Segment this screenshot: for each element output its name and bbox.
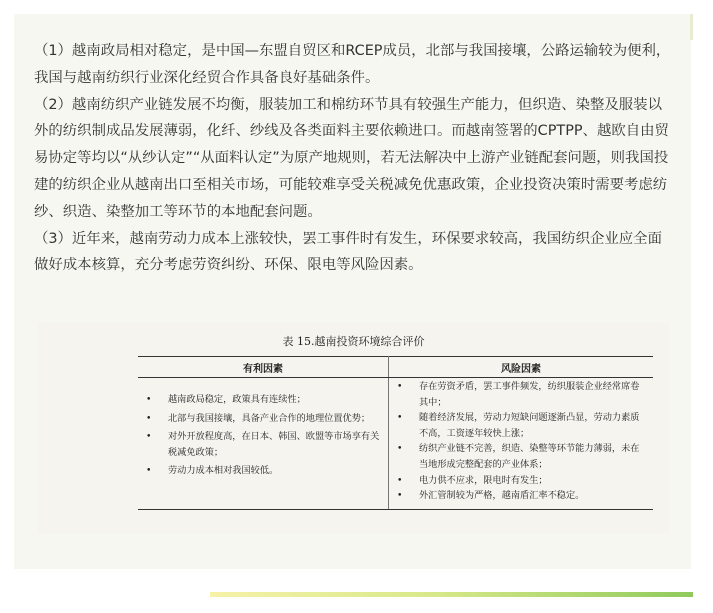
bullet-icon: • (397, 474, 403, 486)
risk-header: 风险因素 (389, 357, 654, 378)
bottom-gradient-bar (210, 592, 693, 597)
list-item: • 电力供不应求，限电时有发生； (397, 473, 653, 489)
bullet-icon: • (397, 412, 403, 424)
favorable-list (138, 378, 389, 510)
bullet-icon: • (146, 394, 152, 405)
list-item: • 越南政局稳定，政策具有连续性； (146, 392, 388, 408)
list-item: • 外汇管制较为严格，越南盾汇率不稳定。 (397, 488, 653, 504)
list-item: • 随着经济发展，劳动力短缺问题逐渐凸显，劳动力素质不高，工资逐年较快上涨； (397, 410, 653, 441)
bullet-icon: • (397, 381, 403, 392)
list-item: • 劳动力成本相对我国较低。 (146, 463, 388, 479)
list-item: • 存在劳资矛盾，罢工事件频发，纺织服装企业经常席卷其中； (397, 379, 653, 410)
paragraph-2: （2）越南纺织产业链发展不均衡，服装加工和棉纺环节具有较强生产能力，但织造、染整及服装以外的纺织制成品发展薄弱，化纤、纱线及各类面料主要依赖进口。而越南签署的CPTPP、越欧自由贸易协定等均以“从纱认定”“从面料认定”为原产地规则，若无法解决中上游产业链配套问题，则我国投建的纺织企业从越南出口至相关市场，可能较难享受关税减免优惠政策，企业投资决策时需要考虑纺纱、织造、染整加工等环节的本地配套问题。 (34, 96, 669, 220)
list-item: • 北部与我国接壤，具备产业合作的地理位置优势； (146, 411, 388, 427)
bullet-icon: • (146, 465, 152, 477)
list-item: • 纺织产业链不完善，织造、染整等环节能力薄弱，未在当地形成完整配套的产业体系； (397, 441, 653, 472)
table-caption: 表 15.越南投资环境综合评价 (282, 335, 425, 348)
bullet-icon: • (146, 431, 152, 443)
evaluation-table (138, 356, 653, 510)
corner-accent (690, 14, 693, 40)
paragraph-1: （1）越南政局相对稳定，是中国—东盟自贸区和RCEP成员，北部与我国接壤，公路运输较为便利，我国与越南纺织行业深化经贸合作具备良好基础条件。 (34, 43, 671, 86)
risk-list (389, 378, 654, 510)
table-figure (38, 323, 669, 533)
bullet-icon: • (146, 412, 152, 424)
favorable-header: 有利因素 (138, 357, 389, 378)
list-item: • 对外开放程度高，在日本、韩国、欧盟等市场享有关税减免政策； (146, 429, 388, 460)
bullet-icon: • (397, 490, 403, 502)
article-body (34, 38, 674, 279)
bullet-icon: • (397, 443, 403, 455)
paragraph-3: （3）近年来，越南劳动力成本上涨较快，罢工事件时有发生，环保要求较高，我国纺织企业应全面做好成本核算，充分考虑劳资纠纷、环保、限电等风险因素。 (34, 230, 662, 274)
